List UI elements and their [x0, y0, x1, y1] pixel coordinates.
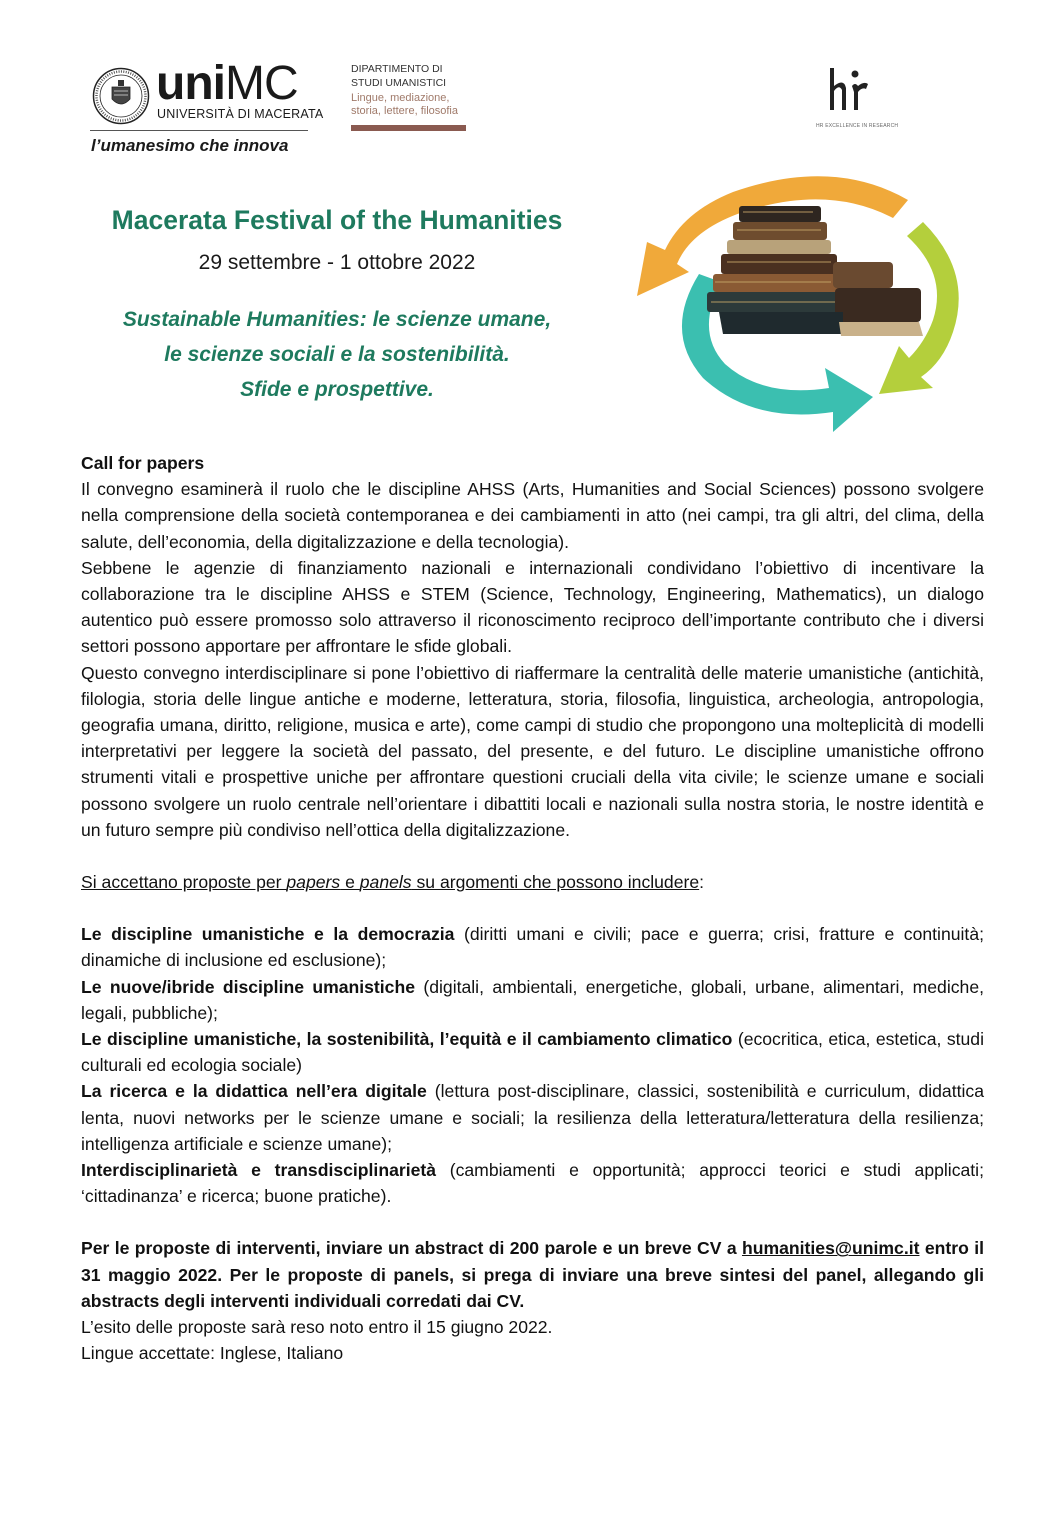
unimc-wordmark-light: MC — [224, 57, 298, 110]
topic-title: Interdisciplinarietà e transdisciplinarietà — [81, 1160, 437, 1181]
accept-proposals-line — [81, 869, 984, 895]
call-for-papers-body — [81, 450, 984, 1367]
department-line-2: STUDI UMANISTICI — [351, 77, 447, 89]
accept-colon: : — [699, 872, 705, 893]
call-paragraph-3: Questo convegno interdisciplinare si pone l’obiettivo di riaffermare la centralità delle materie umanistiche (antichità, filologia, storia delle lingue antiche e moderne, letteratura, storia, filosofia, linguistica, archeologia, antropologia, geografia umana, diritto, religione, musica e arte), come campi di studio che propongono una molteplicità di modelli interpretativi per leggere la società del passato, del presente, e del futuro. Le discipline umanistiche offrono strumenti vitali e prospettive uniche per affrontare questioni cruciali della vita civile; le scienze umane e sociali possono svolgere un ruolo centrale nell’orientare i dibattiti locali e nazionali sulla nostra storia, le nostre identità e un futuro sempre più condiviso nell’ottica della digitalizzazione. — [81, 662, 984, 840]
department-line-4: storia, lettere, filosofia — [351, 105, 458, 117]
unimc-wordmark-bold: uni — [156, 57, 225, 110]
submission-text-1: Per le proposte di interventi, inviare un abstract di 200 parole e un breve CV a — [81, 1238, 742, 1259]
call-paragraph-1: Il convegno esaminerà il ruolo che le discipline AHSS (Arts, Humanities and Social Sciences) possono svolgere nella comprensione della società contemporanea e dei cambiamenti in atto (nei campi, tra gli altri, del clima, della salute, dell’economia, della digitalizzazione e della tecnologia). — [81, 479, 984, 552]
books-stack-icon — [707, 206, 923, 336]
department-line-1: DIPARTIMENTO DI — [351, 63, 443, 75]
subtitle-line-1: Sustainable Humanities: le scienze umane, — [122, 308, 552, 331]
topic-item — [81, 921, 984, 973]
university-name: UNIVERSITÀ DI MACERATA — [157, 107, 324, 121]
hr-excellence-logo — [822, 64, 872, 116]
topic-title: La ricerca e la didattica nell’era digitale — [81, 1081, 427, 1102]
subtitle-line-2: le scienze sociali e la sostenibilità. — [164, 343, 510, 366]
accept-text-2: e — [340, 872, 360, 893]
accept-panels: panels — [359, 872, 412, 893]
topic-item — [81, 1157, 984, 1209]
topic-title: Le discipline umanistiche e la democrazia — [81, 924, 455, 945]
topic-desc: (digitali, ambientali, energetiche, globali, urbane, alimentari, mediche, legali, pubbliche); — [81, 976, 984, 1023]
topic-desc: (diritti umani e civili; pace e guerra; crisi, fratture e continuità; dinamiche di inclusione ed esclusione); — [81, 924, 984, 971]
department-line-3: Lingue, mediazione, — [351, 92, 450, 104]
topic-desc: (cambiamenti e opportunità; approcci teorici e studi applicati; ‘cittadinanza’ e ricerca; buone pratiche). — [81, 1160, 984, 1207]
topic-item — [81, 974, 984, 1026]
logo-divider — [90, 130, 308, 131]
submission-text-2: entro il 31 maggio 2022. Per le proposte di panels, si prega di inviare una breve sintesi del panel, allegando gli abstracts degli interventi individuali corredati dai CV. — [81, 1238, 984, 1311]
department-color-bar — [351, 125, 466, 131]
accepted-languages: Lingue accettate: Inglese, Italiano — [81, 1343, 344, 1364]
topic-title: Le discipline umanistiche, la sostenibilità, l’equità e il cambiamento climatico — [81, 1029, 733, 1050]
topic-item — [81, 1078, 984, 1157]
accept-text-1: Si accettano proposte per — [81, 872, 287, 893]
topic-item — [81, 1026, 984, 1078]
hr-logo-caption: HR EXCELLENCE IN RESEARCH — [816, 123, 899, 129]
unimc-wordmark — [156, 57, 298, 110]
accept-papers: papers — [286, 872, 341, 893]
topic-desc: (ecocritica, etica, estetica, studi culturali ed ecologia sociale) — [81, 1029, 984, 1076]
books-recycling-arrows-illustration — [603, 162, 981, 432]
festival-subtitle — [92, 302, 582, 407]
submission-email-link[interactable]: humanities@unimc.it — [741, 1238, 920, 1259]
festival-title: Macerata Festival of the Humanities — [111, 205, 563, 235]
topic-desc: (lettura post-disciplinare, classici, sostenibilità e curriculum, didattica lenta, nuovi networks per le scienze umane e sociali; la resilienza della letteratura/letteratura della resilienza; intelligenza artificiale e scienze umane); — [81, 1081, 984, 1154]
call-heading: Call for papers — [81, 453, 205, 473]
university-seal-logo — [92, 67, 150, 125]
festival-dates: 29 settembre - 1 ottobre 2022 — [198, 251, 476, 274]
call-paragraph-2: Sebbene le agenzie di finanziamento nazionali e internazionali condividano l’obiettivo di incentivare la collaborazione tra le discipline AHSS e STEM (Science, Technology, Engineering, Mathematics), un dialogo autentico può essere promosso solo attraverso il riconoscimento reciproco dell’importante contributo che i diversi settori possono apportare per affrontare le sfide globali. — [81, 557, 984, 657]
subtitle-line-3: Sfide e prospettive. — [240, 378, 434, 401]
topic-title: Le nuove/ibride discipline umanistiche — [81, 976, 415, 997]
submission-instructions — [81, 1235, 984, 1314]
accept-text-3: su argomenti che possono includere — [411, 872, 700, 893]
outcome-notice: L’esito delle proposte sarà reso noto entro il 15 giugno 2022. — [81, 1317, 553, 1338]
university-motto: l’umanesimo che innova — [91, 136, 289, 155]
